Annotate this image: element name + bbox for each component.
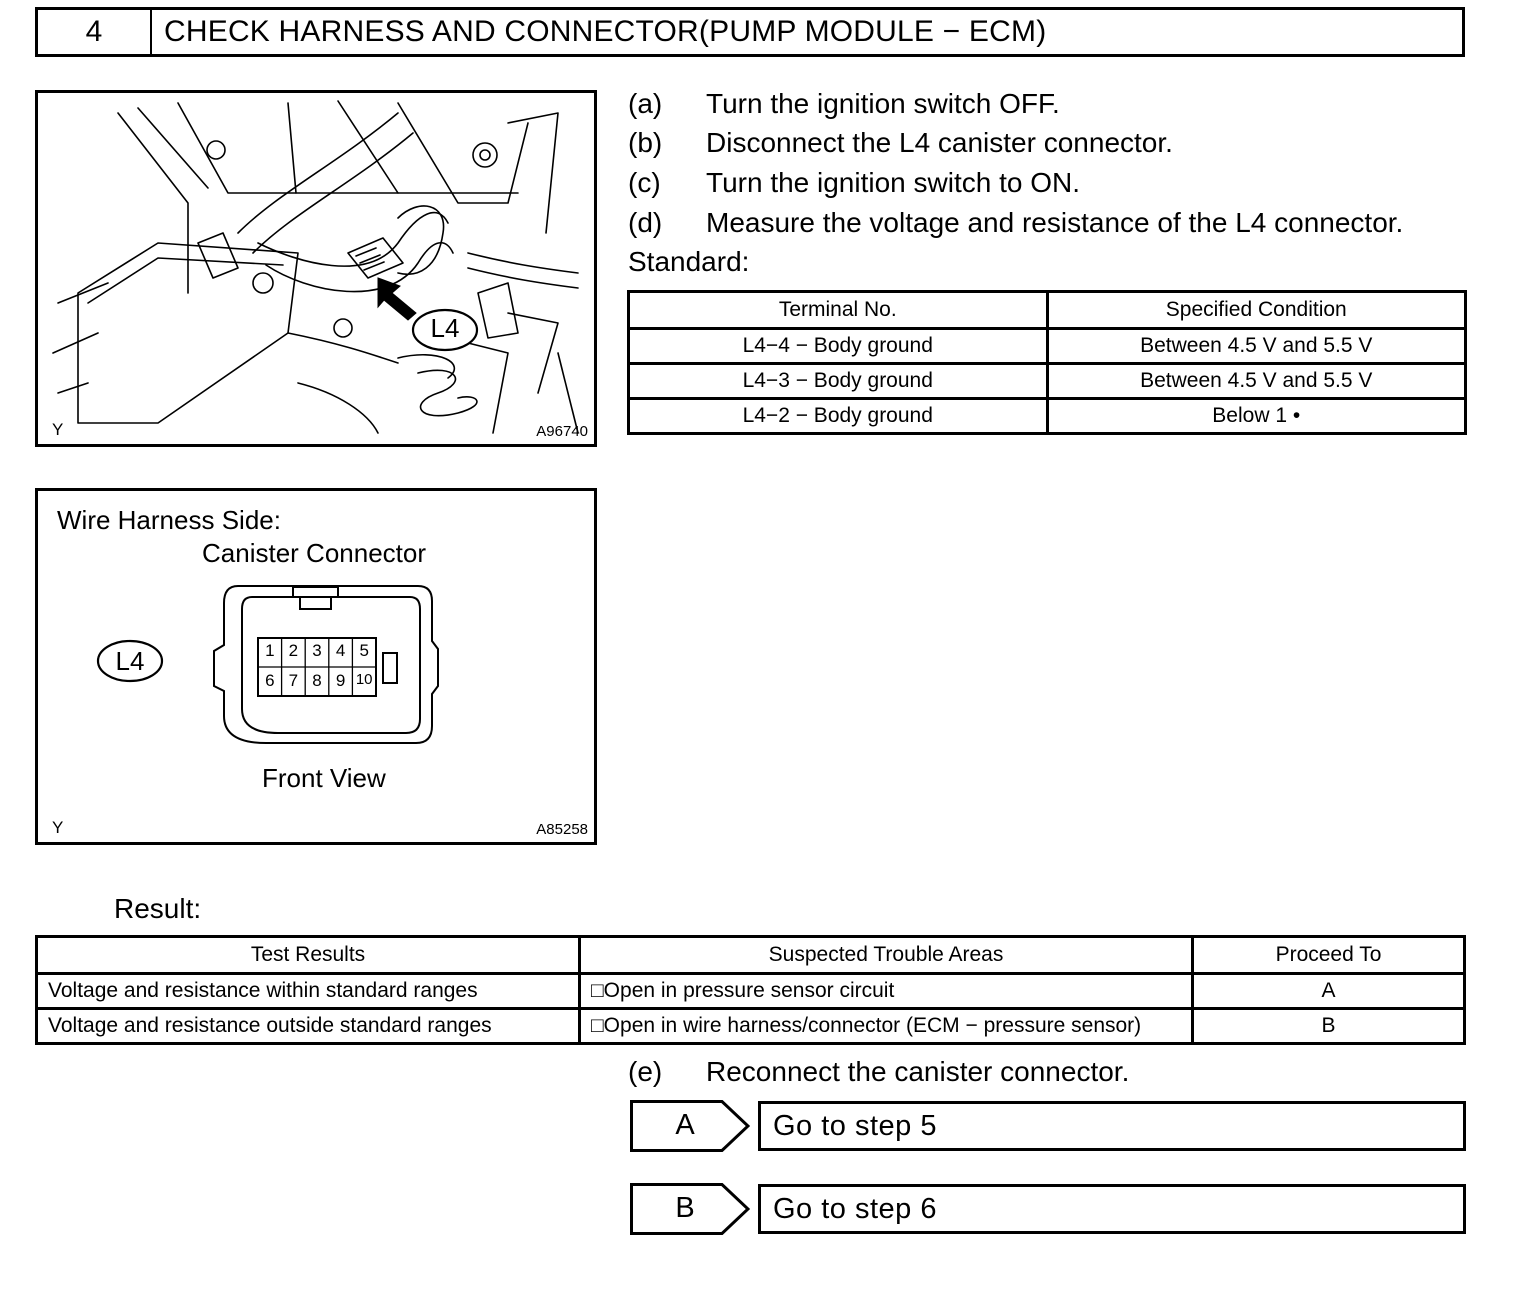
figure-corner-mark: Y xyxy=(52,420,64,439)
table-cell: L4−3 − Body ground xyxy=(629,364,1048,399)
table-cell: L4−2 − Body ground xyxy=(629,399,1048,434)
l4-pinout-callout-label: L4 xyxy=(115,646,145,676)
result-table xyxy=(35,935,1466,1045)
table-row xyxy=(37,1009,1465,1044)
step-b xyxy=(628,127,1173,159)
step-text: Turn the ignition switch to ON. xyxy=(706,167,1081,198)
step-label: (d) xyxy=(628,207,663,238)
column-header: Test Results xyxy=(37,937,580,974)
step-header xyxy=(35,7,1465,57)
result-label: Result: xyxy=(114,893,202,924)
step-d xyxy=(628,207,1403,239)
step-e xyxy=(628,1056,1129,1088)
pinout-subheading: Canister Connector xyxy=(202,538,426,568)
table-cell: A xyxy=(1193,974,1465,1009)
table-cell: □Open in wire harness/connector (ECM − pressure sensor) xyxy=(580,1009,1193,1044)
goto-tag-a xyxy=(630,1100,750,1152)
goto-tag-b xyxy=(630,1183,750,1235)
l4-callout-label: L4 xyxy=(430,313,460,343)
pin-label: 10 xyxy=(355,671,373,688)
column-header: Specified Condition xyxy=(1047,292,1466,329)
column-header: Terminal No. xyxy=(629,292,1048,329)
table-cell: Between 4.5 V and 5.5 V xyxy=(1047,329,1466,364)
pin-label: 2 xyxy=(288,641,299,660)
table-cell: L4−4 − Body ground xyxy=(629,329,1048,364)
front-view-label: Front View xyxy=(262,763,386,793)
table-row xyxy=(629,399,1466,434)
goto-tag-label: A xyxy=(675,1109,695,1141)
column-header: Proceed To xyxy=(1193,937,1465,974)
step-label: (c) xyxy=(628,167,661,198)
figure-corner-mark: Y xyxy=(52,818,64,837)
step-number: 4 xyxy=(38,10,152,54)
table-row xyxy=(629,364,1466,399)
standard-label: Standard: xyxy=(628,246,750,277)
table-cell: □Open in pressure sensor circuit xyxy=(580,974,1193,1009)
goto-tag-label: B xyxy=(675,1192,695,1224)
table-header-row xyxy=(629,292,1466,329)
pin-label: 4 xyxy=(335,641,346,660)
step-text: Measure the voltage and resistance of the L4 connector. xyxy=(706,207,1404,238)
pin-label: 5 xyxy=(359,641,369,660)
column-header: Suspected Trouble Areas xyxy=(580,937,1193,974)
table-row xyxy=(37,974,1465,1009)
table-cell: Voltage and resistance outside standard ranges xyxy=(37,1009,580,1044)
step-a xyxy=(628,88,1060,120)
pin-label: 6 xyxy=(265,671,275,690)
step-c xyxy=(628,167,1080,199)
engine-bay-illustration xyxy=(38,93,594,444)
connector-pinout-figure xyxy=(35,488,597,845)
pin-label: 7 xyxy=(288,671,299,690)
standard-table xyxy=(627,290,1467,435)
step-label: (a) xyxy=(628,88,663,119)
step-label: (b) xyxy=(628,127,663,158)
pin-row-bottom xyxy=(258,671,376,691)
pin-label: 3 xyxy=(312,641,322,660)
figure-code: A85258 xyxy=(536,821,588,838)
pinout-heading: Wire Harness Side: xyxy=(57,505,281,535)
table-header-row xyxy=(37,937,1465,974)
connector-location-figure xyxy=(35,90,597,447)
pin-row-top xyxy=(258,641,376,661)
table-cell: Below 1 • xyxy=(1047,399,1466,434)
pin-label: 8 xyxy=(312,671,322,690)
step-label: (e) xyxy=(628,1056,663,1087)
table-cell: Between 4.5 V and 5.5 V xyxy=(1047,364,1466,399)
figure-code: A96740 xyxy=(536,423,588,440)
step-title: CHECK HARNESS AND CONNECTOR(PUMP MODULE − ECM) xyxy=(164,15,1047,48)
table-row xyxy=(629,329,1466,364)
goto-step-5-box: Go to step 5 xyxy=(758,1101,1466,1151)
step-text: Disconnect the L4 canister connector. xyxy=(706,127,1173,158)
step-text: Turn the ignition switch OFF. xyxy=(706,88,1060,119)
table-cell: Voltage and resistance within standard ranges xyxy=(37,974,580,1009)
goto-step-6-box: Go to step 6 xyxy=(758,1184,1466,1234)
pin-label: 1 xyxy=(265,641,275,660)
pin-label: 9 xyxy=(335,671,346,690)
table-cell: B xyxy=(1193,1009,1465,1044)
step-text: Reconnect the canister connector. xyxy=(706,1056,1130,1087)
